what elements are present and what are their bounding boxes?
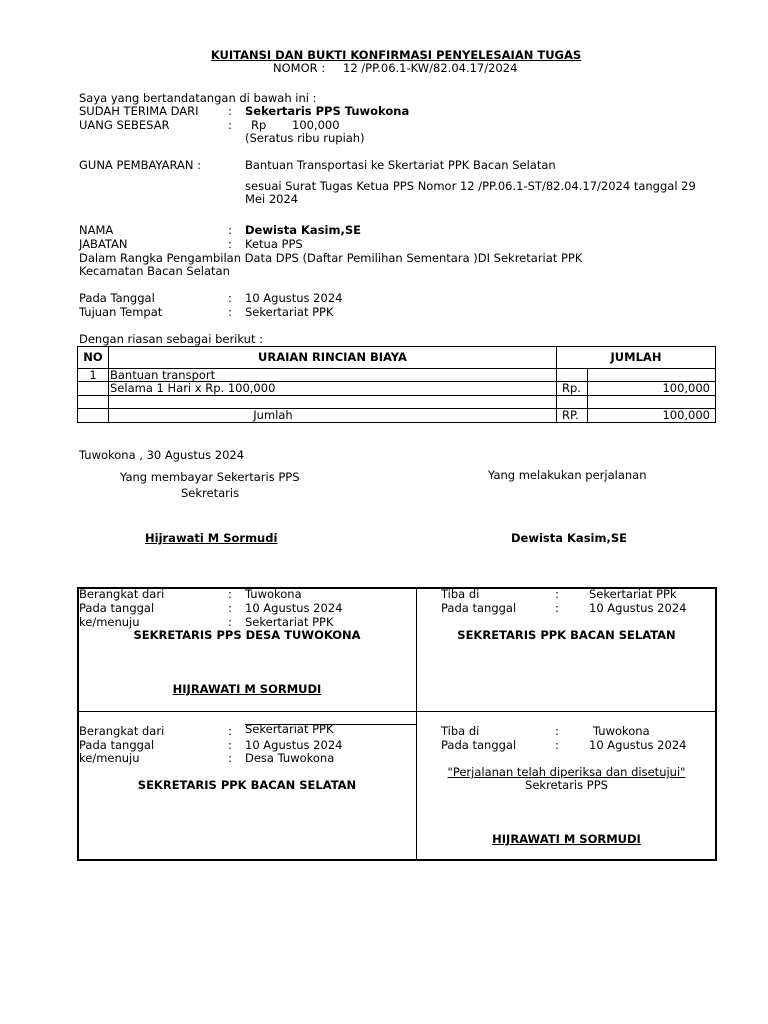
tujuan-label: Tujuan Tempat (79, 305, 163, 319)
colon: : (228, 724, 232, 738)
q1-title: SEKRETARIS PPS DESA TUWOKONA (133, 628, 361, 642)
colon: : (228, 601, 232, 615)
tanggal-value: 10 Agustus 2024 (245, 291, 343, 305)
table-header: JUMLAH (610, 350, 662, 364)
colon: : (228, 738, 232, 752)
q4-value: Tuwokona (593, 724, 650, 738)
rangka-text: Dalam Rangka Pengambilan Data DPS (Daftar Pemilihan Sementara )DI Sekretariat PPK (79, 251, 583, 265)
q1-signatory: HIJRAWATI M SORMUDI (172, 682, 322, 696)
colon: : (555, 587, 559, 601)
q3-label: Pada tanggal (79, 738, 155, 752)
nama-label: NAMA (79, 223, 114, 237)
rangka-text: Kecamatan Bacan Selatan (79, 264, 230, 278)
colon: : (228, 104, 232, 118)
sudah-label: SUDAH TERIMA DARI (79, 104, 199, 118)
colon: : (228, 615, 232, 629)
uang-value: 100,000 (292, 118, 340, 132)
payer-subtitle: Sekretaris (181, 486, 240, 500)
q4-label: Pada tanggal (441, 738, 517, 752)
q3-value: Sekertariat PPK (245, 722, 334, 736)
total-amount: 100,000 (662, 408, 710, 422)
q3-label: Berangkat dari (79, 724, 165, 738)
q1-label: Berangkat dari (79, 587, 165, 601)
document-title: KUITANSI DAN BUKTI KONFIRMASI PENYELESAIAN TUGAS (210, 48, 582, 62)
colon: : (555, 724, 559, 738)
nomor-value: 12 /PP.06.1-KW/82.04.17/2024 (343, 61, 518, 75)
q4-label: Tiba di (441, 724, 480, 738)
row-currency: Rp. (562, 381, 581, 395)
row-description: Selama 1 Hari x Rp. 100,000 (110, 381, 276, 395)
row-description: Bantuan transport (110, 368, 216, 382)
q2-value: Sekertariat PPk (589, 587, 677, 601)
uang-label: UANG SEBESAR (79, 118, 170, 132)
q4-signatory: HIJRAWATI M SORMUDI (492, 832, 641, 846)
colon: : (228, 291, 232, 305)
traveler-name: Dewista Kasim,SE (511, 531, 627, 545)
q4-title: Sekretaris PPS (525, 778, 608, 792)
guna-detail: Mei 2024 (245, 192, 299, 206)
rincian-intro: Dengan riasan sebagai berikut : (79, 332, 264, 346)
table-header: URAIAN RINCIAN BIAYA (258, 350, 407, 364)
guna-detail: sesuai Surat Tugas Ketua PPS Nomor 12 /PP.06.1-ST/82.04.17/2024 tanggal 29 (245, 179, 696, 193)
q3-value: 10 Agustus 2024 (245, 738, 343, 752)
colon: : (228, 223, 232, 237)
q2-title: SEKRETARIS PPK BACAN SELATAN (457, 628, 676, 642)
guna-value: Bantuan Transportasi ke Skertariat PPK Bacan Selatan (245, 158, 556, 172)
sudah-value: Sekertaris PPS Tuwokona (245, 104, 410, 118)
guna-label: GUNA PEMBAYARAN : (79, 158, 201, 172)
q4-value: 10 Agustus 2024 (589, 738, 687, 752)
q2-value: 10 Agustus 2024 (589, 601, 687, 615)
total-currency: RP. (562, 408, 579, 422)
q3-value: Desa Tuwokona (245, 751, 335, 765)
q2-label: Pada tanggal (441, 601, 517, 615)
q3-label: ke/menuju (79, 751, 140, 765)
row-number: 1 (89, 368, 97, 382)
table-header: NO (83, 350, 103, 364)
q1-label: Pada tanggal (79, 601, 155, 615)
colon: : (555, 738, 559, 752)
colon: : (555, 601, 559, 615)
tanggal-label: Pada Tanggal (79, 291, 155, 305)
q1-label: ke/menuju (79, 615, 140, 629)
row-amount: 100,000 (662, 381, 710, 395)
terbilang: (Seratus ribu rupiah) (245, 131, 365, 145)
uang-rp: Rp (251, 118, 267, 132)
q4-note: "Perjalanan telah diperiksa dan disetujui" (447, 765, 686, 779)
payer-title: Yang membayar Sekertaris PPS (120, 470, 300, 484)
jabatan-label: JABATAN (79, 237, 128, 251)
q1-value: Sekertariat PPK (245, 615, 334, 629)
tujuan-value: Sekertariat PPK (245, 305, 334, 319)
q1-value: Tuwokona (245, 587, 302, 601)
nomor-label: NOMOR : (273, 61, 326, 75)
q1-value: 10 Agustus 2024 (245, 601, 343, 615)
colon: : (228, 305, 232, 319)
total-label: Jumlah (253, 408, 293, 422)
nama-value: Dewista Kasim,SE (245, 223, 361, 237)
colon: : (228, 237, 232, 251)
colon: : (228, 118, 232, 132)
traveler-title: Yang melakukan perjalanan (488, 468, 647, 482)
q2-label: Tiba di (441, 587, 480, 601)
payer-name: Hijrawati M Sormudi (145, 531, 278, 545)
colon: : (228, 587, 232, 601)
intro-text: Saya yang bertandatangan di bawah ini : (79, 91, 317, 105)
jabatan-value: Ketua PPS (245, 237, 303, 251)
place-date: Tuwokona , 30 Agustus 2024 (79, 448, 245, 462)
q3-title: SEKRETARIS PPK BACAN SELATAN (137, 778, 357, 792)
colon: : (228, 751, 232, 765)
